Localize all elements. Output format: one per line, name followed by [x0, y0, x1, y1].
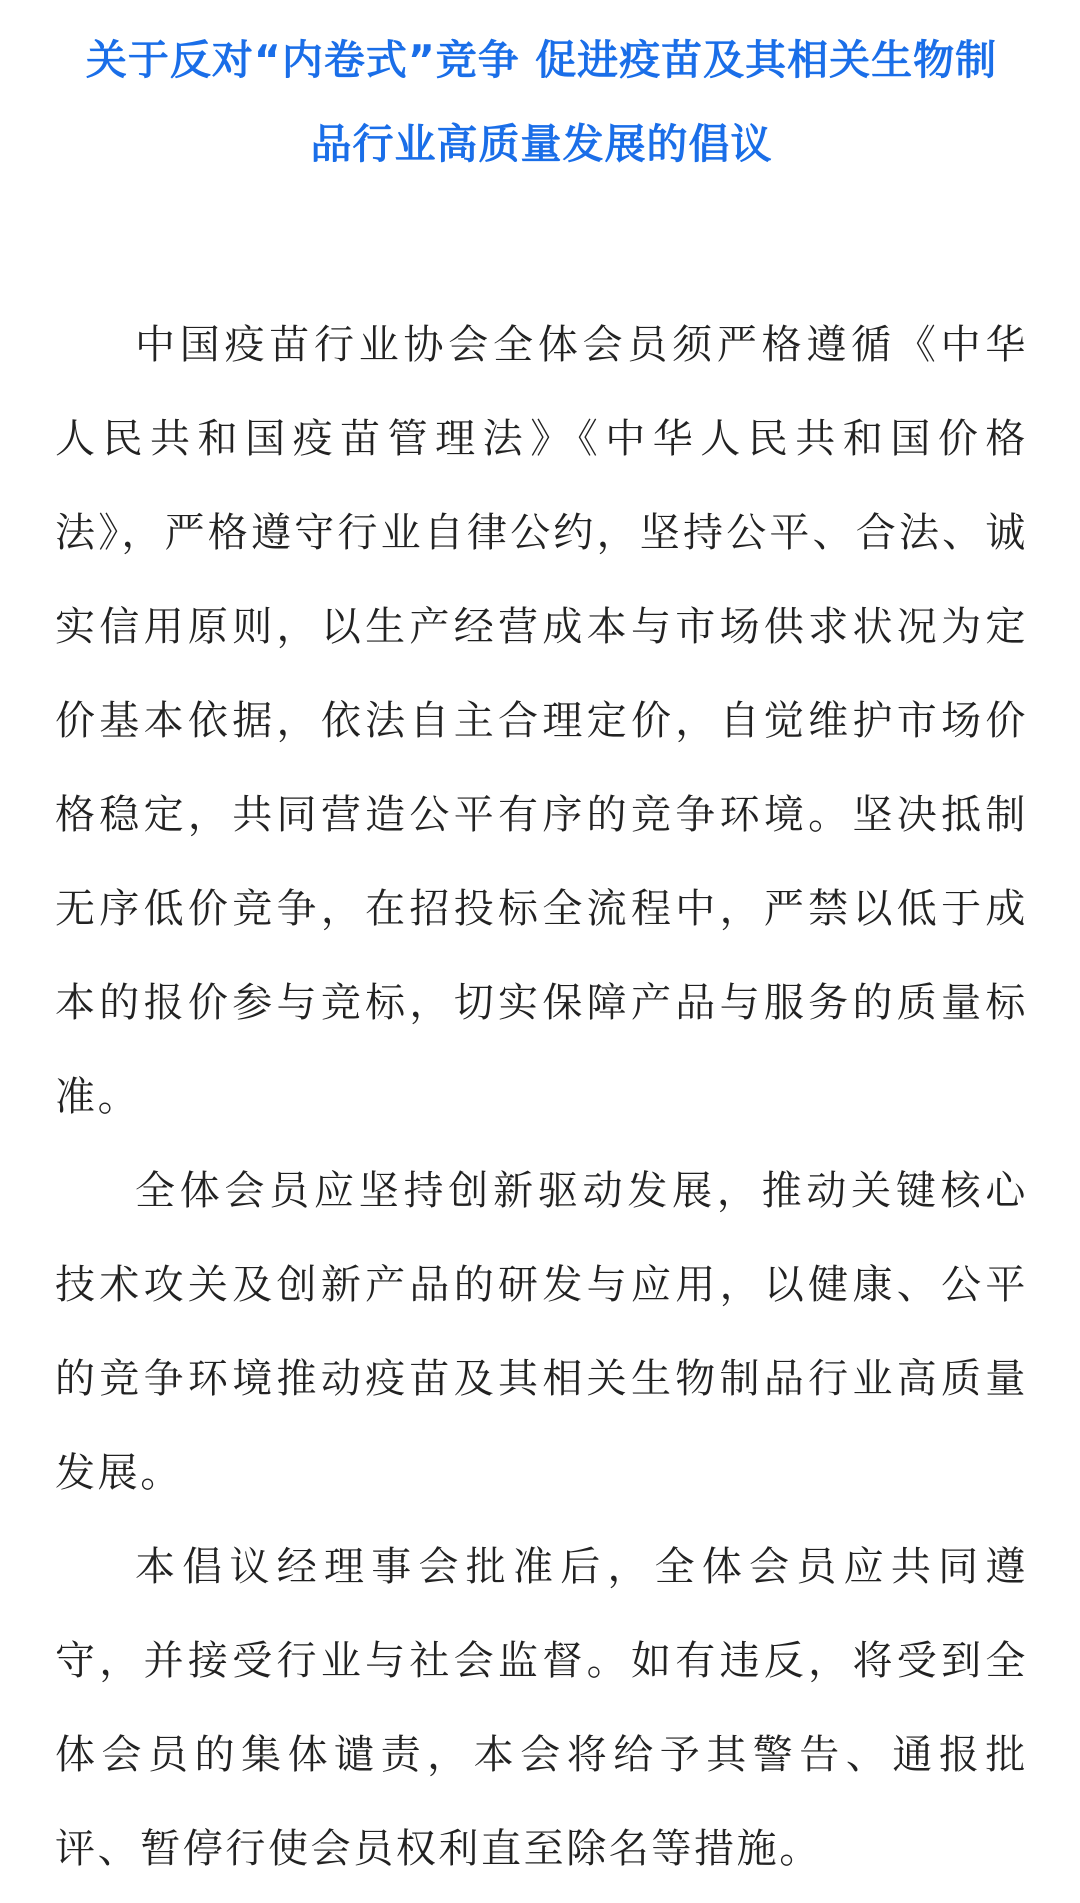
document-title [55, 18, 1028, 186]
title-line-2: 品行业高质量发展的倡议 [310, 120, 773, 168]
paragraph-pricing: 中国疫苗行业协会全体会员须严格遵循《中华人民共和国疫苗管理法》《中华人民共和国价格法》，严格遵守行业自律公约，坚持公平、合法、诚实信用原则，以生产经营成本与市场供求状况为定价基本依据，依法自主合理定价，自觉维护市场价格稳定，共同营造公平有序的竞争环境。坚决抵制无序低价竞争，在招投标全流程中，严禁以低于成本的报价参与竞标，切实保障产品与服务的质量标准。 [55, 322, 1028, 1120]
title-spacer [55, 186, 1028, 298]
title-line-1: 关于反对“内卷式”竞争 促进疫苗及其相关生物制 [85, 36, 998, 84]
paragraph-innovation: 全体会员应坚持创新驱动发展，推动关键核心技术攻关及创新产品的研发与应用，以健康、公平的竞争环境推动疫苗及其相关生物制品行业高质量发展。 [55, 1168, 1028, 1496]
paragraph-supervision: 本倡议经理事会批准后，全体会员应共同遵守，并接受行业与社会监督。如有违反，将受到全体会员的集体谴责，本会将给予其警告、通报批评、暂停行使会员权利直至除名等措施。 [55, 1544, 1028, 1872]
